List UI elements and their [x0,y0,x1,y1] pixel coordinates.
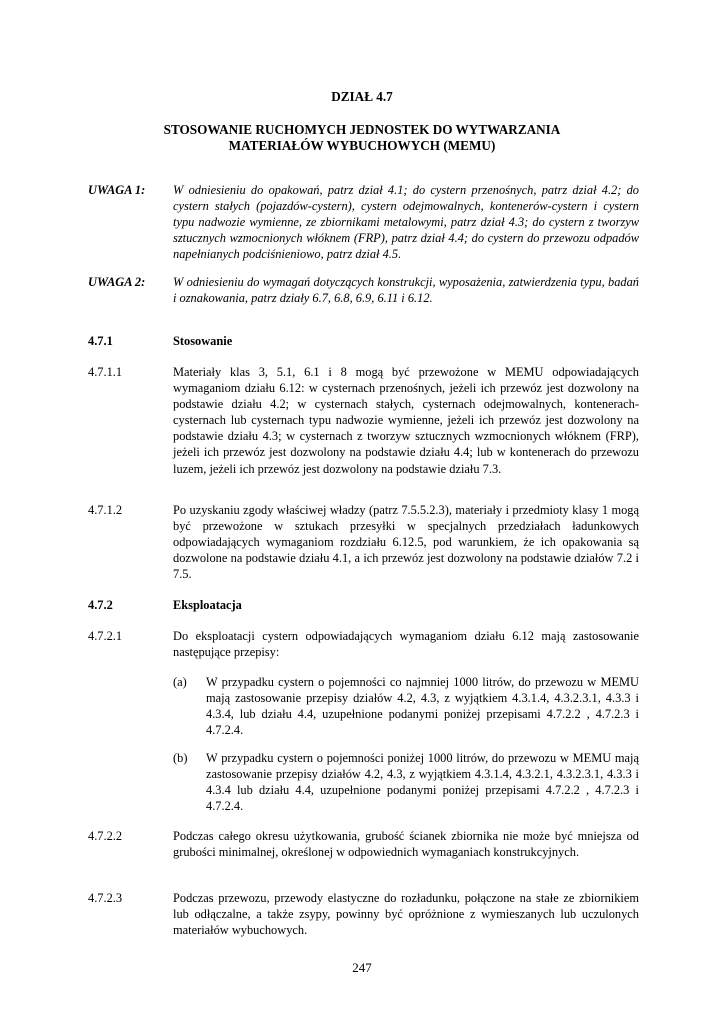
section-4-7-2-number: 4.7.2 [88,598,113,612]
page-number: 247 [352,960,372,975]
note-2-text: W odniesieniu do wymagań dotyczących konstrukcji, wyposażenia, zatwierdzenia typu, badań i oznakowania, patrz działy 6.7, 6.8, 6.9, 6.11 i 6.12. [173,275,639,306]
section-4-7-1-1-text: Materiały klas 3, 5.1, 6.1 i 8 mogą być przewożone w MEMU odpowiadających wymaganiom działu 6.12: w cysternach przenośnych, jeżeli ich przewóz jest dozwolony na podstawie działu 4.2; w cysternach stałych, cysternach odejmowalnych, kontenerach-cysternach lub cysternach typu nadwozie wymienne, jeżeli ich przewóz jest dozwolony na podstawie działu 4.3; w cysternach z tworzyw sztucznych wzmocnionych włóknem (FRP), jeżeli ich przewóz jest dozwolony na podstawie działu 4.4; lub w kontenerach do przewozu luzem, jeżeli ich przewóz jest dozwolony na podstawie działu 7.3. [173,365,639,476]
section-4-7-2-2-text: Podczas całego okresu użytkowania, grubość ścianek zbiornika nie może być mniejsza od grubości minimalnej, określonej w odpowiednich wymaganiach konstrukcyjnych. [173,829,639,860]
list-item-b-text: W przypadku cystern o pojemności poniżej 1000 litrów, do przewozu w MEMU mają zastosowanie przepisy działów 4.2, 4.3, z wyjątkiem 4.3.1.4, 4.3.2.1, 4.3.2.3.1, 4.3.3 i 4.3.4 lub działu 4.4, uzupełnione podanymi poniżej przepisami 4.7.2.2 , 4.7.2.3 i 4.7.2.4. [206,751,639,814]
section-4-7-1-title: Stosowanie [173,334,233,348]
note-1-text: W odniesieniu do opakowań, patrz dział 4.1; do cystern przenośnych, patrz dział 4.2; do cystern stałych (pojazdów-cystern), cystern odejmowalnych, kontenerów-cystern i cystern typu nadwozie wymienne, ze zbiornikami metalowymi, patrz dział 4.3; do cystern z tworzyw sztucznych wzmocnionych włóknem (FRP), patrz dział 4.4; do cystern do przewozu odpadów napełnianych podciśnieniowo, patrz dział 4.5. [173,183,639,262]
section-4-7-2-3-number: 4.7.2.3 [88,891,123,905]
section-4-7-1-2-text: Po uzyskaniu zgody właściwej władzy (patrz 7.5.5.2.3), materiały i przedmioty klasy 1 mogą być przewożone w sztukach przesyłki w specjalnych przedziałach ładunkowych odpowiadających wymaganiom rozdziału 6.12.5, pod warunkiem, że ich opakowania są dozwolone na podstawie działu 4.1, a ich przewóz jest dozwolony na podstawie działów 7.2 i 7.5. [173,503,639,582]
section-4-7-2-1-text: Do eksploatacji cystern odpowiadających wymaganiom działu 6.12 mają zastosowanie następujące przepisy: [173,629,639,660]
section-4-7-2-2-number: 4.7.2.2 [88,829,123,843]
section-4-7-2-1-number: 4.7.2.1 [88,629,123,643]
list-item-a-text: W przypadku cystern o pojemności co najmniej 1000 litrów, do przewozu w MEMU mają zastosowanie przepisy działów 4.2, 4.3, z wyjątkiem 4.3.1.4, 4.3.2.3.1, 4.3.3 i 4.3.4, lub działu 4.4, uzupełnione podanymi poniżej przepisami 4.7.2.2 , 4.7.2.3 i 4.7.2.4. [206,675,639,738]
list-item-b-label: (b) [173,751,188,765]
section-4-7-1-number: 4.7.1 [88,334,113,348]
section-4-7-2-3-text: Podczas przewozu, przewody elastyczne do rozładunku, połączone na stałe ze zbiornikiem lub odłączalne, a także zsypy, powinny być opróżnione z wymieszanych lub uczulonych materiałów wybuchowych. [173,891,639,938]
note-1-label: UWAGA 1: [88,183,146,197]
section-4-7-1-1-number: 4.7.1.1 [88,365,123,379]
section-subtitle-line-1: STOSOWANIE RUCHOMYCH JEDNOSTEK DO WYTWARZANIA [163,122,561,137]
section-4-7-2-title: Eksploatacja [173,598,242,612]
note-2-label: UWAGA 2: [88,275,146,289]
section-subtitle-line-2: MATERIAŁÓW WYBUCHOWYCH (MEMU) [228,138,496,153]
section-4-7-1-2-number: 4.7.1.2 [88,503,123,517]
list-item-a-label: (a) [173,675,187,689]
section-title: DZIAŁ 4.7 [331,89,393,104]
